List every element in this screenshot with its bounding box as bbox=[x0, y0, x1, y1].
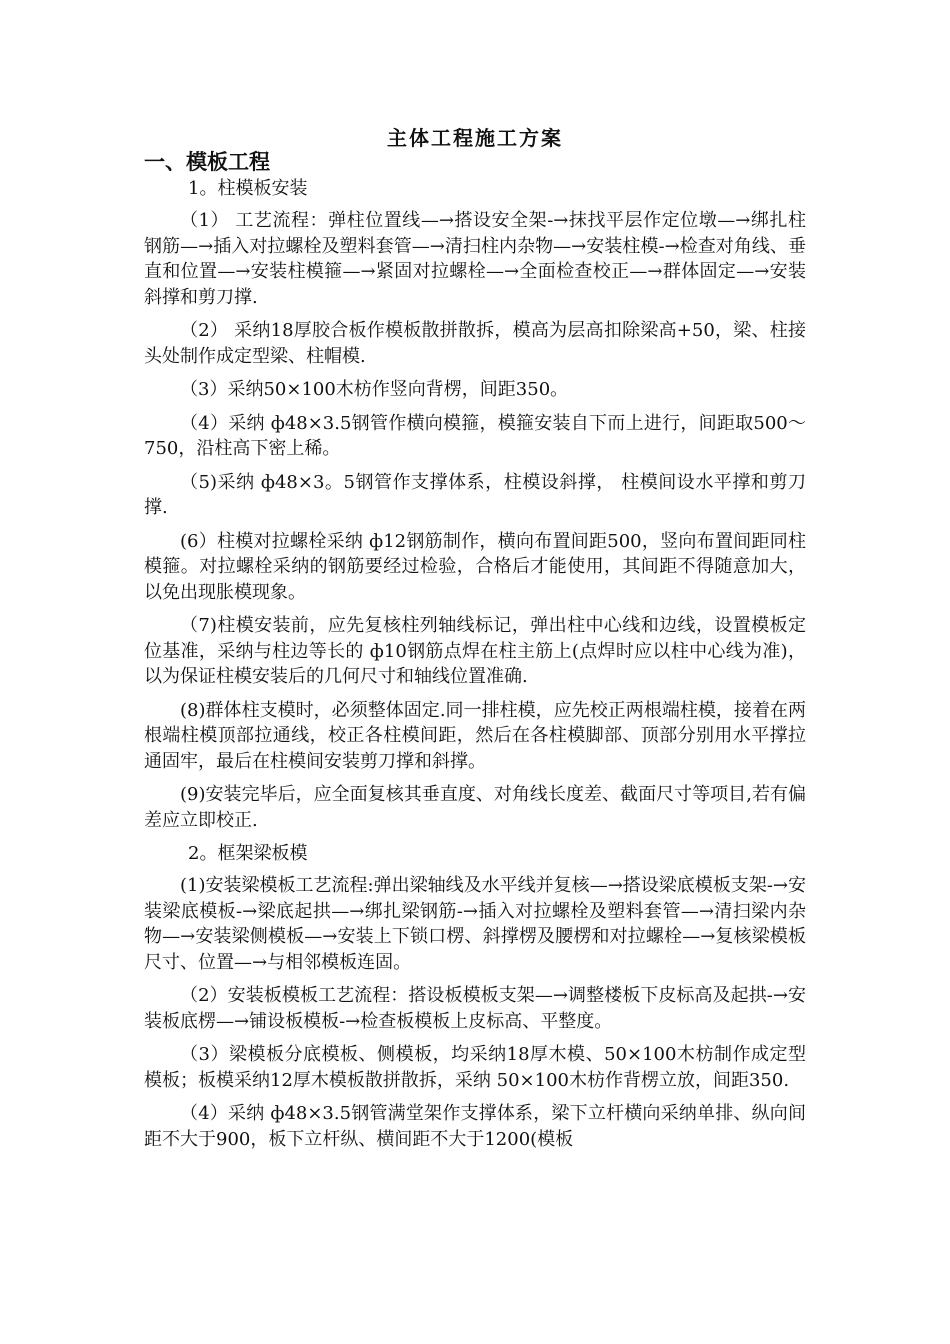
paragraph: （4）采纳 ф48×3.5钢管满堂架作支撑体系，梁下立杆横向采纳单排、纵向间距不大于900，板下立杆纵、横间距不大于1200(模板 bbox=[144, 1103, 806, 1150]
subsection-heading-beam-slab-formwork: 2。框架梁板模 bbox=[188, 843, 308, 864]
paragraph: （2）安装板模板工艺流程：搭设板模板支架—→调整楼板下皮标高及起拱-→安装板底楞—→铺设板模板-→检查板模板上皮标高、平整度。 bbox=[144, 985, 806, 1032]
paragraph: （2） 采纳18厚胶合板作模板散拼散拆，模高为层高扣除梁高+50，梁、柱接头处制作成定型梁、柱帽模. bbox=[144, 320, 806, 367]
paragraph: （3）梁模板分底模板、侧模板，均采纳18厚木模、50×100木枋制作成定型模板；板模采纳12厚木模板散拼散拆，采纳 50×100木枋作背楞立放，间距350. bbox=[144, 1044, 806, 1091]
paragraph: (6）柱模对拉螺栓采纳 ф12钢筋制作，横向布置间距500，竖向布置间距同柱模箍。对拉螺栓采纳的钢筋要经过检验，合格后才能使用，其间距不得随意加大，以免出现胀模现象。 bbox=[144, 530, 806, 603]
paragraph: （7)柱模安装前，应先复核柱列轴线标记，弹出柱中心线和边线，设置模板定位基准，采纳与柱边等长的 ф10钢筋点焊在柱主筋上(点焊时应以柱中心线为准)，以为保证柱模安装后的几何尺寸和轴线位置准确. bbox=[144, 615, 806, 687]
paragraph: (8)群体柱支模时，必须整体固定.同一排柱模，应先校正两根端柱模，接着在两根端柱模顶部拉通线，校正各柱模间距，然后在各柱模脚部、顶部分别用水平撑拉通固牢，最后在柱模间安装剪刀撑和斜撑。 bbox=[144, 699, 806, 772]
paragraph: (1)安装梁模板工艺流程:弹出梁轴线及水平线并复核—→搭设梁底模板支架-→安装梁底模板-→梁底起拱—→绑扎梁钢筋-→插入对拉螺栓及塑料套管—→清扫梁内杂物—→安装梁侧模板—→安装上下锁口楞、斜撑楞及腰楞和对拉螺栓—→复核梁模板尺寸、位置—→与相邻模板连固。 bbox=[144, 875, 806, 973]
paragraph: （4）采纳 ф48×3.5钢管作横向模箍，模箍安装自下而上进行，间距取500～750，沿柱高下密上稀。 bbox=[144, 412, 806, 459]
paragraph: （5)采纳 ф48×3。5钢管作支撑体系，柱模设斜撑， 柱模间设水平撑和剪刀撑. bbox=[144, 471, 806, 518]
paragraph: (9)安装完毕后，应全面复核其垂直度、对角线长度差、截面尺寸等项目,若有偏差应立即校正. bbox=[144, 784, 806, 831]
paragraph: （1） 工艺流程：弹柱位置线—→搭设安全架-→抹找平层作定位墩—→绑扎柱钢筋—→插入对拉螺栓及塑料套管—→清扫柱内杂物—→安装柱模-→检查对角线、垂直和位置—→安装柱模箍—→紧固对拉螺栓—→全面检查校正—→群体固定—→安装斜撑和剪刀撑. bbox=[144, 210, 806, 308]
subsection-heading-column-formwork: 1。柱模板安装 bbox=[188, 178, 308, 199]
document-body bbox=[144, 148, 806, 1160]
document-title: 主体工程施工方案 bbox=[387, 126, 563, 150]
paragraph: （3）采纳50×100木枋作竖向背楞，间距350。 bbox=[180, 379, 569, 400]
section-heading-formwork: 一、模板工程 bbox=[144, 149, 270, 174]
